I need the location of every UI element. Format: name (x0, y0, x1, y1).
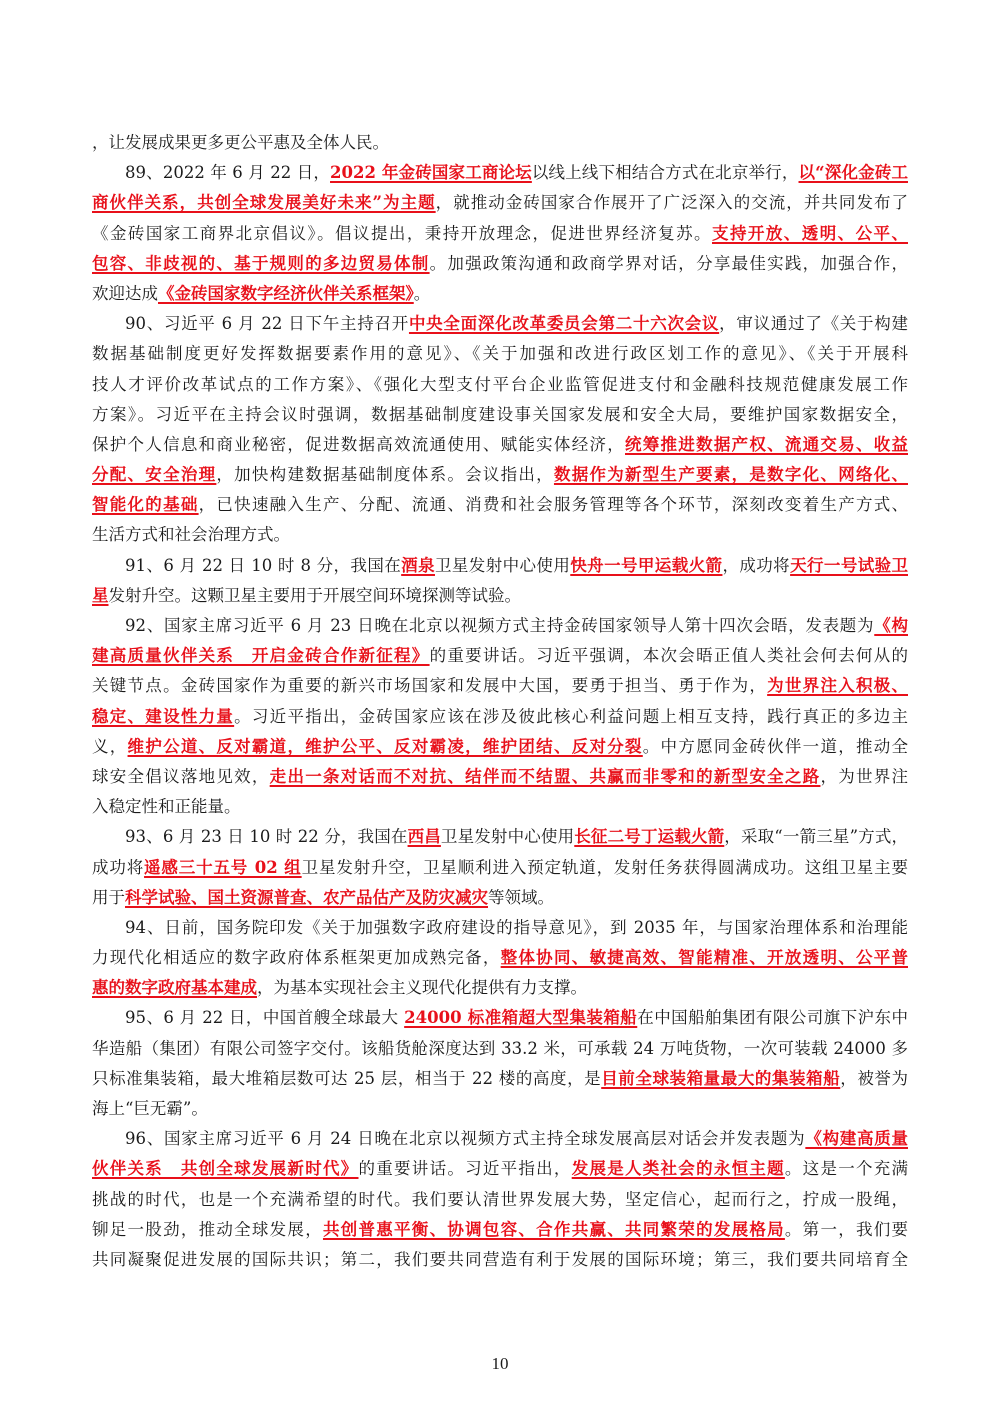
body-text: 球安全倡议落地见效， (92, 766, 270, 786)
text-line (92, 309, 908, 339)
body-text: 96、国家主席习近平 6 月 24 日晚在北京以视频方式主持全球发展高层对话会并发表题为 (125, 1129, 806, 1149)
body-text: 卫星发射升空，卫星顺利进入预定轨道，发射任务获得圆满成功。这组卫星主要 (301, 857, 908, 877)
body-text: ，加快构建数据基础制度体系。会议指出， (216, 465, 554, 485)
body-text: 90、习近平 6 月 22 日下午主持召开 (125, 314, 409, 334)
body-text: ，让发展成果更多更公平惠及全体人民。 (92, 133, 389, 152)
text-line (92, 1245, 908, 1275)
text-line (92, 188, 908, 218)
body-text: 91、6 月 22 日 10 时 8 分，我国在 (125, 555, 402, 575)
text-line (92, 581, 908, 611)
paragraph (92, 128, 908, 158)
body-text: 等领域。 (488, 887, 554, 907)
body-text: 生活方式和社会治理方式。 (92, 525, 290, 545)
body-text: 《金砖国家工商界北京倡议》。倡议提出，秉持开放理念，促进世界经济复苏。 (92, 223, 712, 243)
text-line (92, 641, 908, 671)
paragraph (92, 158, 908, 309)
highlighted-key-phrase: 统筹推进数据产权、流通交易、收益 (625, 434, 908, 454)
text-line (92, 671, 908, 701)
highlighted-key-phrase: 惠的数字政府基本建成 (92, 978, 257, 998)
body-text: 89、2022 年 6 月 22 日， (125, 163, 331, 183)
highlighted-key-phrase: 发展是人类社会的永恒主题 (571, 1159, 785, 1179)
body-text: 在中国船舶集团有限公司旗下沪东中 (637, 1008, 908, 1028)
body-text: 94、日前，国务院印发《关于加强数字政府建设的指导意见》，到 2035 年，与国家治理体系和治理能 (125, 917, 908, 937)
body-text: 保护个人信息和商业秘密，促进数据高效流通使用、赋能实体经济， (92, 434, 625, 454)
text-line (92, 1124, 908, 1154)
body-text: 93、6 月 23 日 10 时 22 分，我国在 (125, 827, 408, 847)
text-line (92, 249, 908, 279)
text-line (92, 611, 908, 641)
body-text: 用于 (92, 887, 125, 907)
text-line (92, 339, 908, 369)
text-line (92, 943, 908, 973)
body-text: 只标准集装箱，最大堆箱层数可达 25 层，相当于 22 楼的高度，是 (92, 1068, 602, 1088)
body-text: 。中方愿同金砖伙伴一道，推动全 (642, 736, 908, 756)
body-text: 铆足一股劲，推动全球发展， (92, 1219, 323, 1239)
body-text: 入稳定性和正能量。 (92, 797, 241, 817)
highlighted-key-phrase: 数据作为新型生产要素，是数字化、网络化、 (553, 465, 908, 485)
body-text: 卫星发射中心使用 (440, 827, 575, 847)
paragraph (92, 1124, 908, 1275)
paragraph (92, 822, 908, 913)
body-text: ，采取“一箭三星”方式， (724, 827, 908, 847)
body-text: ，被誉为 (840, 1068, 908, 1088)
body-text: 发射升空。这颗卫星主要用于开展空间环境探测等试验。 (108, 585, 521, 605)
text-line (92, 128, 908, 158)
highlighted-key-phrase: 中央全面深化改革委员会第二十六次会议 (408, 314, 720, 334)
highlighted-key-phrase: 酒泉 (401, 555, 435, 575)
body-text: ，审议通过了《关于构建 (719, 314, 908, 334)
highlighted-key-phrase: 为世界注入积极、 (767, 676, 908, 696)
text-line (92, 913, 908, 943)
document-body (92, 128, 908, 1275)
body-text: 。 (413, 283, 431, 303)
highlighted-key-phrase: 24000 标准箱超大型集装箱船 (404, 1008, 638, 1028)
highlighted-key-phrase: 维护公道、反对霸道，维护公平、反对霸凌，维护团结、反对分裂 (127, 736, 643, 756)
highlighted-key-phrase: 智能化的基础 (92, 495, 199, 515)
body-text: 的重要讲话。习近平指出， (358, 1159, 572, 1179)
text-line (92, 460, 908, 490)
body-text: 。第一，我们要 (784, 1219, 908, 1239)
highlighted-key-phrase: 建高质量伙伴关系 开启金砖合作新征程》 (92, 646, 430, 666)
highlighted-key-phrase: 以“深化金砖工 (798, 163, 908, 183)
paragraph (92, 309, 908, 551)
highlighted-key-phrase: 伙伴关系 共创全球发展新时代》 (92, 1159, 359, 1179)
highlighted-key-phrase: 遥感三十五号 02 组 (144, 857, 302, 877)
body-text: 挑战的时代，也是一个充满希望的时代。我们要认清世界发展大势，坚定信心，起而行之，拧成一股绳， (92, 1189, 908, 1209)
text-line (92, 520, 908, 550)
text-line (92, 279, 908, 309)
body-text: 。这是一个充满 (784, 1159, 908, 1179)
body-text: 海上“巨无霸”。 (92, 1099, 208, 1118)
text-line (92, 551, 908, 581)
highlighted-key-phrase: 整体协同、敏捷高效、智能精准、开放透明、公平普 (500, 948, 908, 968)
highlighted-key-phrase: 西昌 (407, 827, 441, 847)
highlighted-key-phrase: 科学试验、国土资源普查、农产品估产及防灾减灾 (125, 887, 488, 907)
body-text: 卫星发射中心使用 (434, 555, 571, 575)
highlighted-key-phrase: 稳定、建设性力量 (92, 706, 235, 726)
highlighted-key-phrase: 目前全球装箱量最大的集装箱船 (601, 1068, 841, 1088)
text-line (92, 1064, 908, 1094)
highlighted-key-phrase: 《构 (874, 616, 908, 635)
text-line (92, 1094, 908, 1124)
body-text: 方案》。习近平在主持会议时强调，数据基础制度建设事关国家发展和安全大局，要维护国家数据安全， (92, 404, 908, 424)
text-line (92, 370, 908, 400)
text-line (92, 732, 908, 762)
body-text: 92、国家主席习近平 6 月 23 日晚在北京以视频方式主持金砖国家领导人第十四次会晤，发表题为 (125, 616, 875, 635)
highlighted-key-phrase: 包容、非歧视的、基于规则的多边贸易体制 (92, 253, 430, 273)
text-line (92, 400, 908, 430)
body-text: 欢迎达成 (92, 283, 158, 303)
highlighted-key-phrase: 支持开放、透明、公平、 (712, 223, 908, 243)
body-text: 95、6 月 22 日，中国首艘全球最大 (125, 1008, 405, 1028)
highlighted-key-phrase: 走出一条对话而不对抗、结伴而不结盟、共赢而非零和的新型安全之路 (269, 766, 821, 786)
text-line (92, 1034, 908, 1064)
text-line (92, 853, 908, 883)
text-line (92, 762, 908, 792)
body-text: 。加强政策沟通和政商学界对话，分享最佳实践，加强合作， (429, 253, 908, 273)
body-text: ，已快速融入生产、分配、流通、消费和社会服务管理等各个环节，深刻改变着生产方式、 (198, 495, 908, 515)
body-text: 数据基础制度更好发挥数据要素作用的意见》、《关于加强和改进行政区划工作的意见》、《关于开展科 (92, 344, 908, 364)
page-number: 10 (491, 1354, 509, 1373)
highlighted-key-phrase: 星 (92, 585, 109, 605)
paragraph (92, 913, 908, 1004)
highlighted-key-phrase: 长征二号丁运载火箭 (574, 827, 725, 847)
text-line (92, 822, 908, 852)
highlighted-key-phrase: 《金砖国家数字经济伙伴关系框架》 (158, 283, 414, 303)
text-line (92, 1185, 908, 1215)
text-line (92, 1154, 908, 1184)
text-line (92, 1215, 908, 1245)
highlighted-key-phrase: 快舟一号甲运载火箭 (570, 555, 723, 575)
body-text: 义， (92, 736, 128, 756)
highlighted-key-phrase: 天行一号试验卫 (790, 555, 908, 575)
body-text: 技人才评价改革试点的工作方案》、《强化大型支付平台企业监管促进支付和金融科技规范健康发展工作 (92, 374, 908, 394)
highlighted-key-phrase: 分配、安全治理 (92, 465, 217, 485)
body-text: 力现代化相适应的数字政府体系框架更加成熟完备， (92, 948, 501, 968)
text-line (92, 792, 908, 822)
body-text: 共同凝聚促进发展的国际共识；第二，我们要共同营造有利于发展的国际环境；第三，我们要共同培育全 (92, 1249, 908, 1269)
body-text: 关键节点。金砖国家作为重要的新兴市场国家和发展中大国，要勇于担当、勇于作为， (92, 676, 768, 696)
text-line (92, 158, 908, 188)
highlighted-key-phrase: 2022 年金砖国家工商论坛 (330, 163, 532, 183)
paragraph (92, 1003, 908, 1124)
body-text: 。习近平指出，金砖国家应该在涉及彼此核心利益问题上相互支持，践行真正的多边主 (234, 706, 908, 726)
body-text: ，就推动金砖国家合作展开了广泛深入的交流，并共同发布了 (435, 193, 908, 213)
text-line (92, 702, 908, 732)
text-line (92, 973, 908, 1003)
highlighted-key-phrase: 商伙伴关系，共创全球发展美好未来”为主题 (92, 193, 436, 213)
text-line (92, 490, 908, 520)
text-line (92, 219, 908, 249)
body-text: 的重要讲话。习近平强调，本次会晤正值人类社会何去何从的 (429, 646, 908, 666)
highlighted-key-phrase: 共创普惠平衡、协调包容、合作共赢、共同繁荣的发展格局 (322, 1219, 785, 1239)
body-text: 成功将 (92, 857, 145, 877)
body-text: ，为世界注 (820, 766, 908, 786)
body-text: 以线上线下相结合方式在北京举行， (531, 163, 799, 183)
body-text: 华造船（集团）有限公司签字交付。该船货舱深度达到 33.2 米，可承载 24 万吨货物，一次可装载 24000 多 (92, 1038, 908, 1058)
text-line (92, 1003, 908, 1033)
paragraph (92, 551, 908, 611)
body-text: ，为基本实现社会主义现代化提供有力支撑。 (257, 978, 587, 998)
body-text: ，成功将 (722, 555, 791, 575)
text-line (92, 883, 908, 913)
paragraph (92, 611, 908, 822)
text-line (92, 430, 908, 460)
highlighted-key-phrase: 《构建高质量 (805, 1129, 908, 1149)
